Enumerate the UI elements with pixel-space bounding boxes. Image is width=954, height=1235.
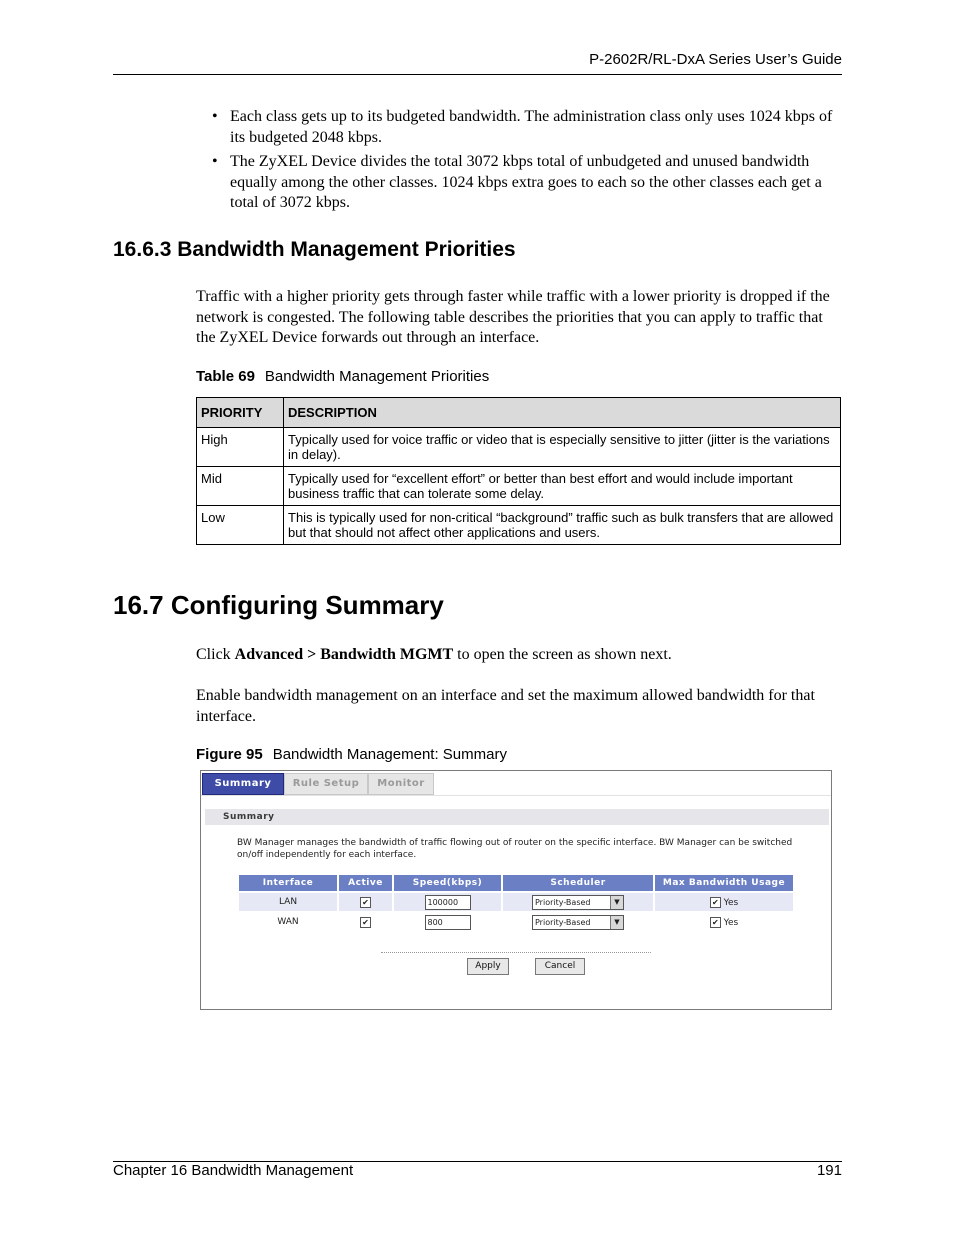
col-max-bandwidth-usage: Max Bandwidth Usage: [655, 875, 793, 891]
col-scheduler: Scheduler: [503, 875, 653, 891]
active-checkbox[interactable]: ✔: [360, 917, 371, 928]
priority-cell: High: [197, 428, 284, 467]
max-usage-label: Yes: [723, 917, 739, 928]
enable-paragraph: Enable bandwidth management on an interface and set the maximum allowed bandwidth for that interface.: [196, 687, 815, 725]
priorities-table: [196, 397, 841, 545]
bullet-list: [212, 107, 834, 218]
table-title: Bandwidth Management Priorities: [264, 368, 490, 385]
bullet-item: • Each class gets up to its budgeted bandwidth. The administration class only uses 1024 kbps of its budgeted 2048 kbps.: [212, 107, 834, 148]
section-heading-16-7: 16.7 Configuring Summary: [113, 590, 444, 620]
table-label: Table 69: [196, 368, 255, 385]
tab-summary[interactable]: Summary: [202, 773, 284, 795]
page-number: 191: [816, 1162, 842, 1179]
scheduler-select[interactable]: [532, 915, 624, 930]
col-interface: Interface: [239, 875, 337, 891]
figure-label: Figure 95: [196, 746, 263, 763]
table-row: [239, 913, 793, 931]
divider: [381, 952, 651, 953]
header-description: DESCRIPTION: [284, 398, 841, 428]
bullet-item: • The ZyXEL Device divides the total 3072 kbps total of unbudgeted and unused bandwidth equally among the other classes. 1024 kbps extra goes to each so the other classes each get a total of 3072 kbps.: [212, 152, 834, 214]
max-usage-checkbox[interactable]: ✔: [710, 897, 721, 908]
table-caption: [196, 368, 489, 385]
bandwidth-summary-screenshot: [200, 770, 832, 1010]
max-usage-checkbox[interactable]: ✔: [710, 917, 721, 928]
footer-chapter: Chapter 16 Bandwidth Management: [113, 1162, 354, 1179]
speed-input[interactable]: 800: [425, 915, 471, 930]
apply-button[interactable]: Apply: [467, 958, 509, 975]
click-suffix: to open the screen as shown next.: [453, 646, 672, 663]
interface-table: [237, 873, 795, 933]
table-row: [197, 467, 841, 506]
active-checkbox[interactable]: ✔: [360, 897, 371, 908]
interface-name: WAN: [239, 913, 337, 931]
cancel-button[interactable]: Cancel: [535, 958, 585, 975]
description-cell: Typically used for voice traffic or video that is especially sensitive to jitter (jitter is the variations in delay).: [284, 428, 841, 467]
header-priority: PRIORITY: [197, 398, 284, 428]
col-active: Active: [339, 875, 392, 891]
interface-table-header: [239, 875, 793, 891]
tab-monitor[interactable]: Monitor: [368, 773, 434, 795]
section-heading-16-6-3: 16.6.3 Bandwidth Management Priorities: [113, 238, 516, 261]
figure-title: Bandwidth Management: Summary: [272, 746, 507, 763]
figure-caption: [196, 746, 507, 763]
table-row: [197, 428, 841, 467]
tab-rule-setup[interactable]: Rule Setup: [284, 773, 368, 795]
scheduler-value: Priority-Based: [535, 897, 591, 907]
interface-name: LAN: [239, 893, 337, 911]
description-cell: Typically used for “excellent effort” or better than best effort and would include important business traffic that can tolerate some delay.: [284, 467, 841, 506]
click-prefix: Click: [196, 646, 235, 663]
speed-input[interactable]: 100000: [425, 895, 471, 910]
description-cell: This is typically used for non-critical “background” traffic such as bulk transfers that are allowed but that should not affect other applications and users.: [284, 506, 841, 545]
tab-bar: [201, 771, 831, 796]
screen-description: BW Manager manages the bandwidth of traffic flowing out of router on the specific interface. BW Manager can be switched on/off independently for each interface.: [237, 838, 793, 860]
section-title-bar: Summary: [205, 809, 829, 825]
chevron-down-icon: ▼: [610, 896, 623, 909]
scheduler-select[interactable]: [532, 895, 624, 910]
priority-cell: Low: [197, 506, 284, 545]
priorities-paragraph: Traffic with a higher priority gets through faster while traffic with a lower priority is dropped if the network is congested. The following table describes the priorities that you can apply to traffic that the ZyXEL Device forwards out through an interface.: [196, 288, 830, 346]
table-row: [239, 893, 793, 911]
col-speed: Speed(kbps): [394, 875, 501, 891]
priority-cell: Mid: [197, 467, 284, 506]
max-usage-label: Yes: [723, 897, 739, 908]
menu-path: Advanced > Bandwidth MGMT: [234, 646, 454, 663]
table-header-row: [197, 398, 841, 428]
scheduler-value: Priority-Based: [535, 917, 591, 927]
running-header: P-2602R/RL-DxA Series User’s Guide: [589, 51, 842, 68]
header-rule: [113, 74, 842, 75]
click-instruction: [196, 645, 841, 666]
chevron-down-icon: ▼: [610, 916, 623, 929]
table-row: [197, 506, 841, 545]
